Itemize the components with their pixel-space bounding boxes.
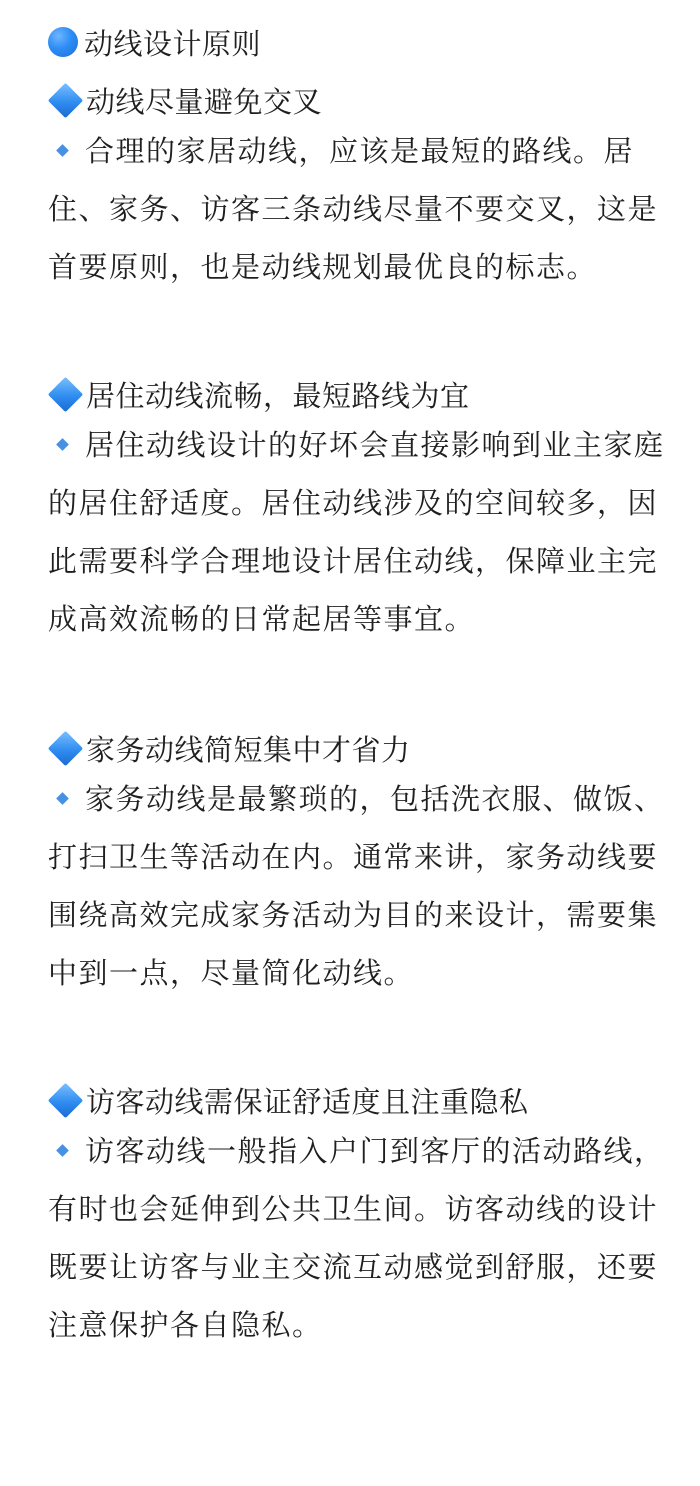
blue-circle-icon [48, 27, 78, 57]
section-heading-text: 动线尽量避免交叉 [86, 84, 323, 119]
section-body-text: 居住动线设计的好坏会直接影响到业主家庭的居住舒适度。居住动线涉及的空间较多，因此需要科学合理地设计居住动线，保障业主完成高效流畅的日常起居等事宜。 [48, 428, 665, 636]
section-heading-text: 居住动线流畅，最短路线为宜 [86, 378, 470, 413]
section-body-text: 合理的家居动线，应该是最短的路线。居住、家务、访客三条动线尽量不要交叉，这是首要原则，也是动线规划最优良的标志。 [48, 134, 659, 284]
section-heading-text: 访客动线需保证舒适度且注重隐私 [86, 1084, 529, 1119]
small-blue-diamond-icon [56, 1144, 69, 1157]
section-body [48, 416, 668, 648]
small-blue-diamond-icon [56, 792, 69, 805]
small-blue-diamond-icon [56, 438, 69, 451]
section-3 [48, 728, 668, 1002]
section-body-text: 家务动线是最繁琐的，包括洗衣服、做饭、打扫卫生等活动在内。通常来讲，家务动线要围绕高效完成家务活动为目的来设计，需要集中到一点，尽量简化动线。 [48, 782, 665, 990]
section-body [48, 122, 668, 296]
section-1 [48, 80, 668, 296]
blue-diamond-icon [48, 82, 83, 117]
section-body [48, 770, 668, 1002]
section-heading [48, 374, 668, 414]
section-heading [48, 1080, 668, 1120]
section-heading [48, 80, 668, 120]
section-body [48, 1122, 668, 1354]
blue-diamond-icon [48, 730, 83, 765]
section-body-text: 访客动线一般指入户门到客厅的活动路线，有时也会延伸到公共卫生间。访客动线的设计既要让访客与业主交流互动感觉到舒服，还要注意保护各自隐私。 [48, 1134, 665, 1342]
small-blue-diamond-icon [56, 144, 69, 157]
page-title: 动线设计原则 [84, 26, 262, 61]
blue-diamond-icon [48, 1082, 83, 1117]
page-title-row [48, 22, 261, 62]
blue-diamond-icon [48, 376, 83, 411]
section-2 [48, 374, 668, 648]
section-heading [48, 728, 668, 768]
section-heading-text: 家务动线简短集中才省力 [86, 732, 411, 767]
section-4 [48, 1080, 668, 1354]
